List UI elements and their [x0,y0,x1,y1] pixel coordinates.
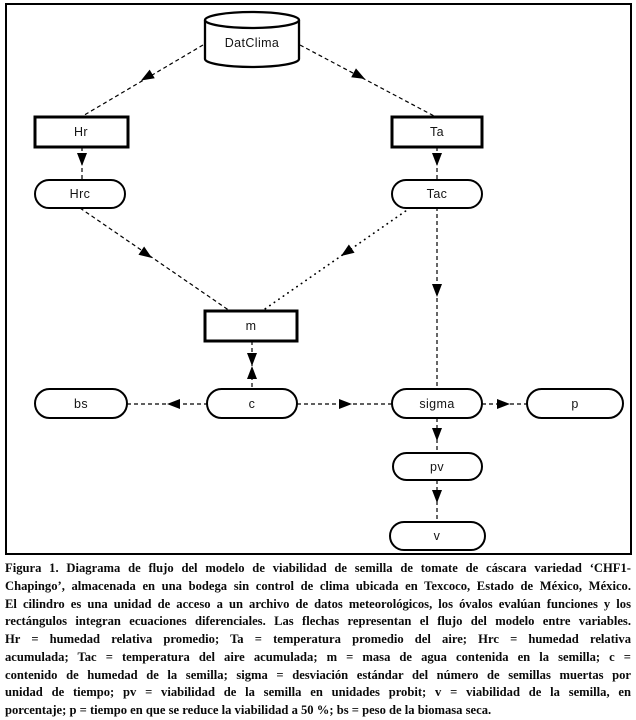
edge-datclima-ta [300,45,436,117]
edge-tac-m [262,208,410,311]
caption-line: El cilindro es una unidad de acceso a un archivo de datos meteorológicos, los óvalos evalúan funciones y los [5,596,631,611]
caption-line: Hr = humedad relativa promedio; Ta = temperatura promedio del aire; Hrc = humedad relativa [5,632,631,646]
caption-line: Figura 1. Diagrama de flujo del modelo de viabilidad de semilla de tomate de cáscara variedad ‘CHF1- [5,561,631,575]
caption-line: Chapingo’, almacenada en una bodega sin control de clima ubicada en Texcoco, Estado de México, México. [5,578,631,593]
node-p [527,389,623,418]
node-hr [35,117,128,147]
node-bs [35,389,127,418]
node-tac [392,180,482,208]
arrowhead-sigma-p [497,399,510,409]
node-tac-label: Tac [426,187,448,201]
edge-hrc-m [80,208,230,311]
node-pv [393,453,482,480]
arrowhead-c-m-up [247,366,257,379]
node-datclima-label: DatClima [224,36,280,50]
node-pv-label: pv [429,460,445,474]
arrowhead-datclima-hr [138,70,154,85]
caption-line: contenido de humedad de la semilla; sigma = desviación estándar del número de semillas muertas por [5,667,631,682]
figure-frame [6,4,631,554]
arrowhead-c-bs [167,399,180,409]
arrowhead-datclima-ta [351,68,367,83]
arrowhead-tac-m [338,245,354,261]
arrowhead-tac-sigma [432,284,442,297]
cylinder-top [205,12,299,28]
arrowhead-ta-tac [432,153,442,166]
node-sigma-label: sigma [419,397,455,411]
node-ta-label: Ta [429,125,445,139]
arrowhead-c-sigma [339,399,352,409]
node-datclima [205,12,299,67]
edge-datclima-hr [81,45,203,117]
node-ta [392,117,482,147]
caption-line: porcentaje; p = tiempo en que se reduce la viabilidad a 50 %; bs = peso de la biomasa seca. [5,703,492,717]
node-v-label: v [433,529,441,543]
arrowhead-hr-hrc [77,153,87,166]
caption-line: unidad de tiempo; pv = viabilidad de la semilla en unidades probit; v = viabilidad de la semilla, en [5,685,631,700]
node-bs-label: bs [73,397,89,411]
node-hrc-label: Hrc [69,187,91,201]
node-m [205,311,297,341]
caption-line: acumulada; Tac = temperatura del aire acumulada; m = masa de agua contenida en la semilla; c = [5,649,631,664]
node-hr-label: Hr [74,125,88,139]
arrowhead-m-c-down [247,353,257,366]
node-v [390,522,485,550]
node-c [207,389,297,418]
figure-caption [5,560,631,720]
arrowhead-hrc-m [138,247,154,263]
arrowhead-sigma-pv [432,428,442,441]
arrowhead-pv-v [432,490,442,503]
node-p-label: p [571,397,579,411]
caption-line: rectángulos integran ecuaciones diferenciales. Las flechas representan el flujo del modelo entre variables. [5,614,631,629]
node-sigma [392,389,482,418]
node-m-label: m [245,319,257,333]
node-hrc [35,180,125,208]
node-c-label: c [248,397,256,411]
